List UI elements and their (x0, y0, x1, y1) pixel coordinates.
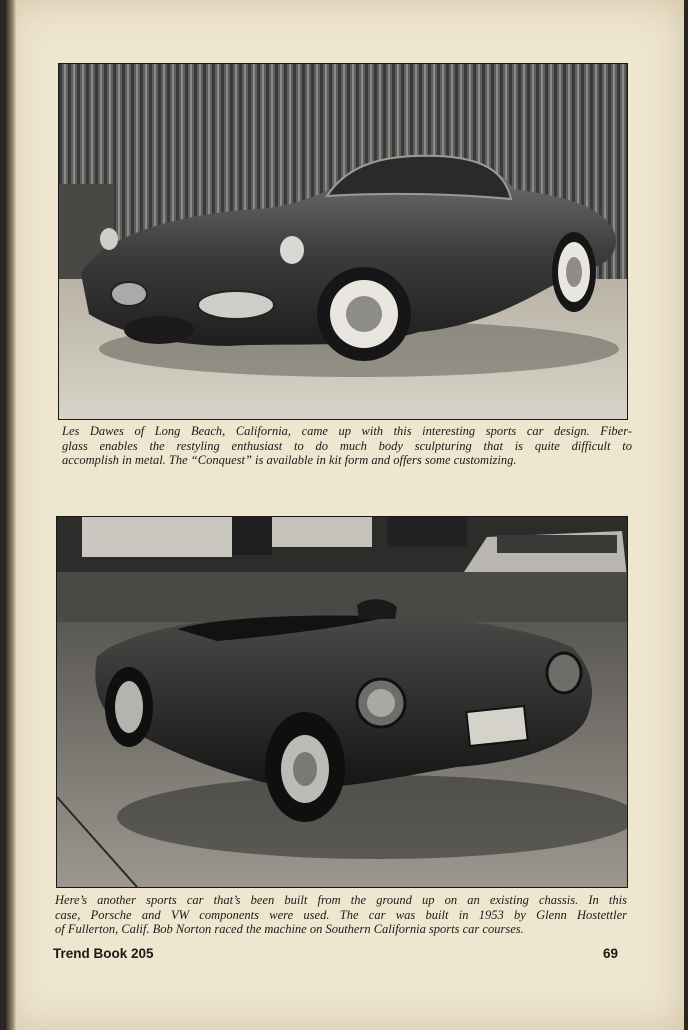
page-binding-edge (6, 0, 16, 1030)
caption-conquest (62, 424, 632, 468)
publication-title: Trend Book 205 (53, 946, 154, 961)
caption-porsche-vw (55, 893, 627, 937)
photo-conquest-sports-car (59, 64, 627, 419)
caption-line: accomplish in metal. The “Conquest” is available in kit form and offers some customizing. (62, 453, 517, 468)
photo-porsche-vw-special (57, 517, 627, 887)
caption-line: glass enables the restyling enthusiast to do much body sculpturing that is quite difficult to (62, 438, 632, 453)
caption-line: of Fullerton, Calif. Bob Norton raced the machine on Southern California sports car courses. (55, 922, 524, 937)
caption-line: Here’s another sports car that’s been built from the ground up on an existing chassis. In this (55, 893, 627, 907)
magazine-page (6, 0, 684, 1030)
caption-line: case, Porsche and VW components were used. The car was built in 1953 by Glenn Hostettler (55, 907, 627, 922)
caption-line: Les Dawes of Long Beach, California, came up with this interesting sports car design. Fiber- (62, 424, 632, 438)
page-number: 69 (603, 946, 619, 961)
